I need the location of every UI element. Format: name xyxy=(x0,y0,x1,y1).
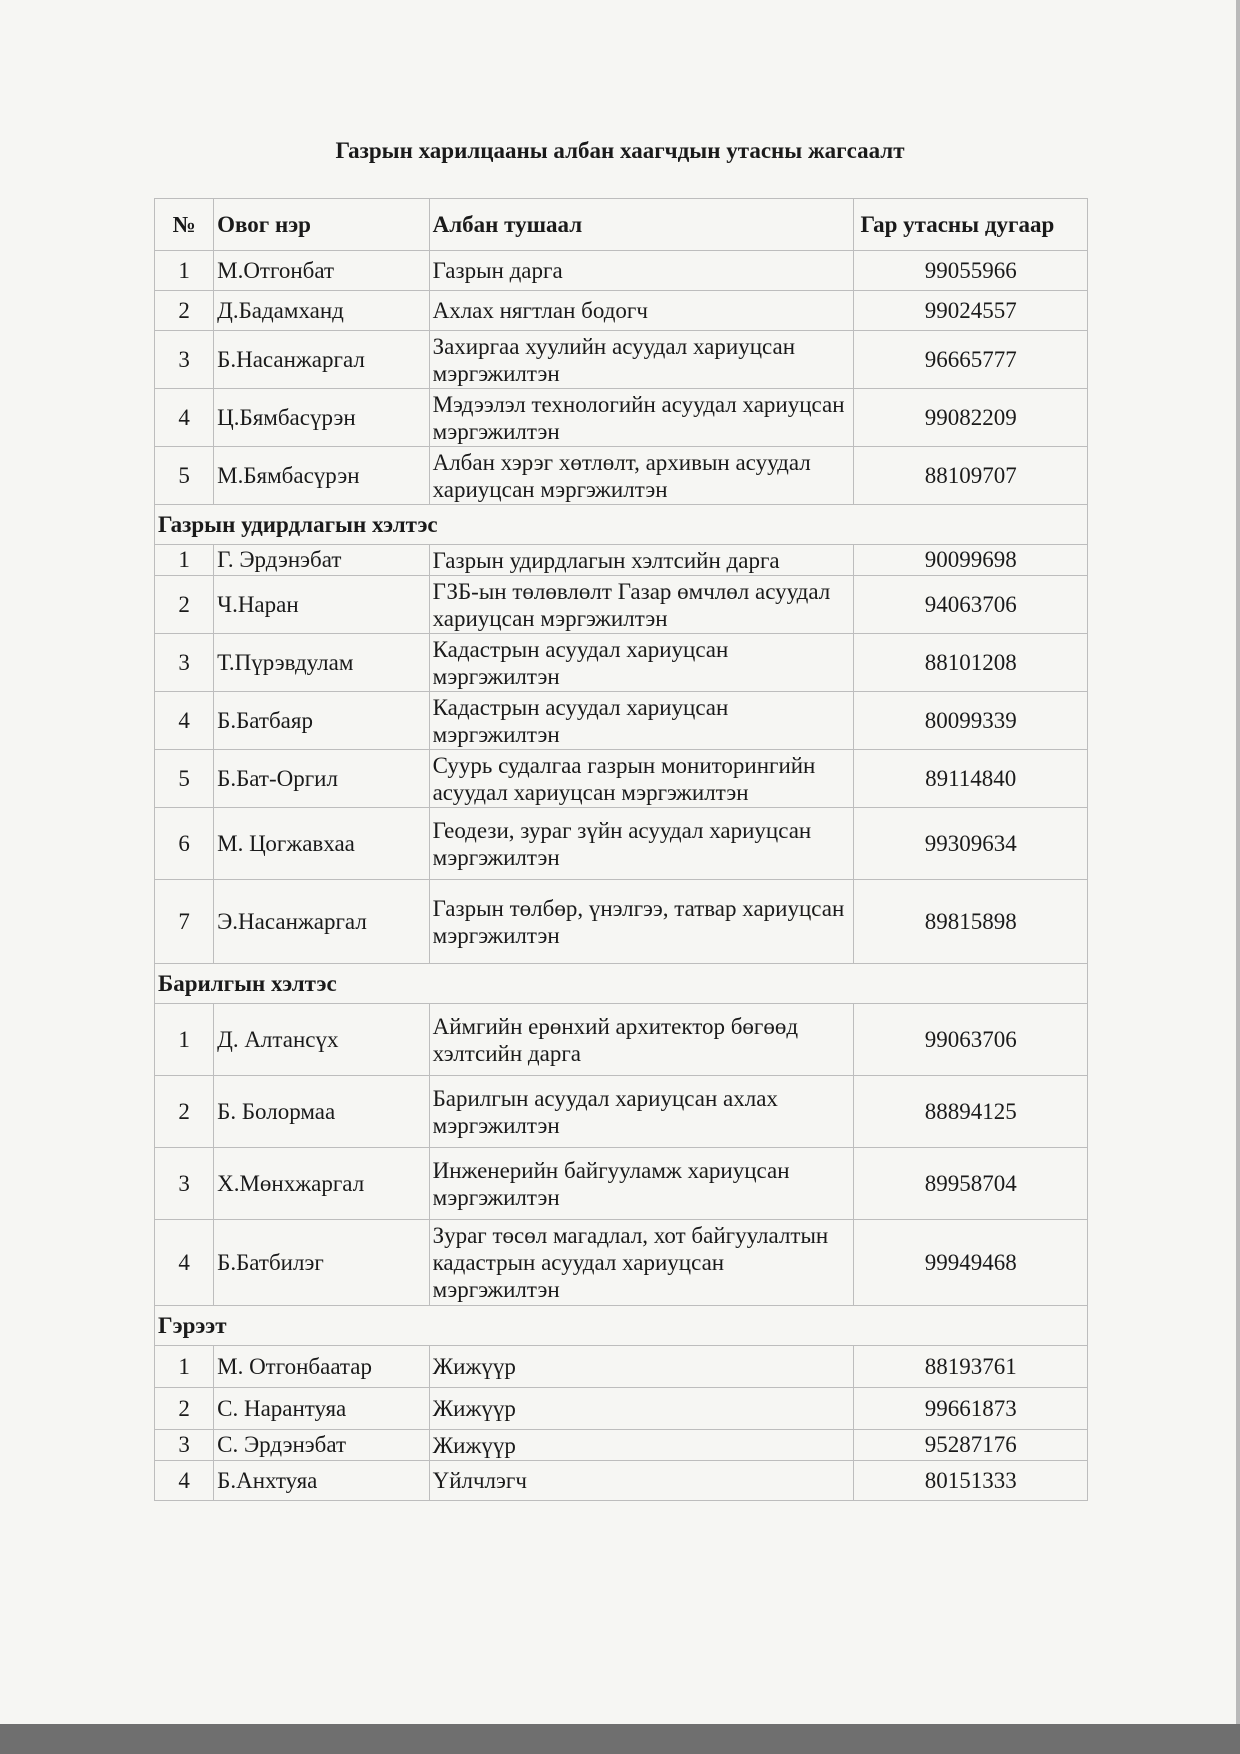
row-phone: 99063706 xyxy=(854,1004,1088,1076)
row-phone: 99082209 xyxy=(854,389,1088,447)
row-position: Жижүүр xyxy=(429,1346,854,1388)
row-position: Кадастрын асуудал хариуцсан мэргэжилтэн xyxy=(429,692,854,750)
table-row xyxy=(155,1388,1088,1430)
row-name: М. Отгонбаатар xyxy=(214,1346,429,1388)
row-phone: 99949468 xyxy=(854,1220,1088,1306)
row-phone: 80099339 xyxy=(854,692,1088,750)
header-phone: Гар утасны дугаар xyxy=(854,199,1088,251)
row-position: Жижүүр xyxy=(429,1388,854,1430)
table-row xyxy=(155,389,1088,447)
scan-edge-bottom xyxy=(0,1724,1240,1754)
table-row xyxy=(155,1148,1088,1220)
table-row xyxy=(155,634,1088,692)
row-name: Б.Батбилэг xyxy=(214,1220,429,1306)
row-name: С. Нарантуяа xyxy=(214,1388,429,1430)
row-phone: 96665777 xyxy=(854,331,1088,389)
section-title: Гэрээт xyxy=(155,1306,1088,1346)
row-no: 4 xyxy=(155,1220,214,1306)
section-header-construction xyxy=(155,964,1088,1004)
document-title: Газрын харилцааны албан хаагчдын утасны жагсаалт xyxy=(335,138,905,163)
row-no: 2 xyxy=(155,576,214,634)
row-phone: 88894125 xyxy=(854,1076,1088,1148)
header-name: Овог нэр xyxy=(214,199,429,251)
row-phone: 99055966 xyxy=(854,251,1088,291)
row-position: ГЗБ-ын төлөвлөлт Газар өмчлөл асуудал хариуцсан мэргэжилтэн xyxy=(429,576,854,634)
table-row xyxy=(155,692,1088,750)
row-no: 4 xyxy=(155,1461,214,1501)
row-name: Х.Мөнхжаргал xyxy=(214,1148,429,1220)
row-name: Д.Бадамханд xyxy=(214,291,429,331)
table-row xyxy=(155,331,1088,389)
row-name: Ч.Наран xyxy=(214,576,429,634)
table-row xyxy=(155,880,1088,964)
row-phone: 88101208 xyxy=(854,634,1088,692)
row-phone: 95287176 xyxy=(854,1430,1088,1461)
row-position: Ахлах нягтлан бодогч xyxy=(429,291,854,331)
row-phone: 89114840 xyxy=(854,750,1088,808)
scan-edge-right xyxy=(1236,0,1240,1754)
row-phone: 88109707 xyxy=(854,447,1088,505)
row-position: Албан хэрэг хөтлөлт, архивын асуудал хариуцсан мэргэжилтэн xyxy=(429,447,854,505)
row-phone: 99661873 xyxy=(854,1388,1088,1430)
row-position: Газрын удирдлагын хэлтсийн дарга xyxy=(429,545,854,576)
row-name: Б.Батбаяр xyxy=(214,692,429,750)
row-position: Жижүүр xyxy=(429,1430,854,1461)
row-name: Б.Насанжаргал xyxy=(214,331,429,389)
row-no: 3 xyxy=(155,1148,214,1220)
row-no: 2 xyxy=(155,1388,214,1430)
row-position: Мэдээлэл технологийн асуудал хариуцсан мэргэжилтэн xyxy=(429,389,854,447)
row-no: 3 xyxy=(155,1430,214,1461)
row-position: Газрын дарга xyxy=(429,251,854,291)
row-position: Кадастрын асуудал хариуцсан мэргэжилтэн xyxy=(429,634,854,692)
row-no: 2 xyxy=(155,291,214,331)
row-position: Инженерийн байгууламж хариуцсан мэргэжилтэн xyxy=(429,1148,854,1220)
row-no: 4 xyxy=(155,389,214,447)
row-position: Газрын төлбөр, үнэлгээ, татвар хариуцсан мэргэжилтэн xyxy=(429,880,854,964)
row-phone: 89958704 xyxy=(854,1148,1088,1220)
table-row xyxy=(155,808,1088,880)
table-row xyxy=(155,447,1088,505)
table-row xyxy=(155,291,1088,331)
row-no: 4 xyxy=(155,692,214,750)
section-title: Газрын удирдлагын хэлтэс xyxy=(155,505,1088,545)
table-row xyxy=(155,1004,1088,1076)
row-no: 7 xyxy=(155,880,214,964)
header-position: Албан тушаал xyxy=(429,199,854,251)
section-header-land xyxy=(155,505,1088,545)
row-phone: 94063706 xyxy=(854,576,1088,634)
row-no: 1 xyxy=(155,1004,214,1076)
row-no: 6 xyxy=(155,808,214,880)
table-row xyxy=(155,1430,1088,1461)
row-phone: 89815898 xyxy=(854,880,1088,964)
row-position: Суурь судалгаа газрын мониторингийн асуудал хариуцсан мэргэжилтэн xyxy=(429,750,854,808)
section-title: Барилгын хэлтэс xyxy=(155,964,1088,1004)
row-name: М.Бямбасүрэн xyxy=(214,447,429,505)
row-phone: 88193761 xyxy=(854,1346,1088,1388)
row-name: Т.Пүрэвдулам xyxy=(214,634,429,692)
staff-phone-table xyxy=(154,198,1088,1501)
row-no: 1 xyxy=(155,545,214,576)
row-no: 5 xyxy=(155,750,214,808)
table-row xyxy=(155,1220,1088,1306)
row-no: 3 xyxy=(155,331,214,389)
table-row xyxy=(155,1346,1088,1388)
row-name: Б.Анхтуяа xyxy=(214,1461,429,1501)
row-name: Б. Болормаа xyxy=(214,1076,429,1148)
table-header-row xyxy=(155,199,1088,251)
table-row xyxy=(155,1076,1088,1148)
row-name: Ц.Бямбасүрэн xyxy=(214,389,429,447)
table-row xyxy=(155,1461,1088,1501)
table-row xyxy=(155,251,1088,291)
row-no: 1 xyxy=(155,251,214,291)
table-row xyxy=(155,576,1088,634)
row-name: Д. Алтансүх xyxy=(214,1004,429,1076)
row-name: Б.Бат-Оргил xyxy=(214,750,429,808)
row-position: Захиргаа хуулийн асуудал хариуцсан мэргэжилтэн xyxy=(429,331,854,389)
row-name: М. Цогжавхаа xyxy=(214,808,429,880)
table-row xyxy=(155,750,1088,808)
row-name: М.Отгонбат xyxy=(214,251,429,291)
row-phone: 90099698 xyxy=(854,545,1088,576)
row-position: Геодези, зураг зүйн асуудал хариуцсан мэргэжилтэн xyxy=(429,808,854,880)
row-phone: 80151333 xyxy=(854,1461,1088,1501)
row-position: Барилгын асуудал хариуцсан ахлах мэргэжилтэн xyxy=(429,1076,854,1148)
row-position: Зураг төсөл магадлал, хот байгуулалтын кадастрын асуудал хариуцсан мэргэжилтэн xyxy=(429,1220,854,1306)
row-phone: 99024557 xyxy=(854,291,1088,331)
row-position: Үйлчлэгч xyxy=(429,1461,854,1501)
header-no: № xyxy=(155,199,214,251)
row-name: С. Эрдэнэбат xyxy=(214,1430,429,1461)
row-no: 2 xyxy=(155,1076,214,1148)
row-no: 3 xyxy=(155,634,214,692)
section-header-contract xyxy=(155,1306,1088,1346)
row-position: Аймгийн ерөнхий архитектор бөгөөд хэлтсийн дарга xyxy=(429,1004,854,1076)
row-name: Г. Эрдэнэбат xyxy=(214,545,429,576)
table-row xyxy=(155,545,1088,576)
row-no: 1 xyxy=(155,1346,214,1388)
row-name: Э.Насанжаргал xyxy=(214,880,429,964)
row-no: 5 xyxy=(155,447,214,505)
row-phone: 99309634 xyxy=(854,808,1088,880)
